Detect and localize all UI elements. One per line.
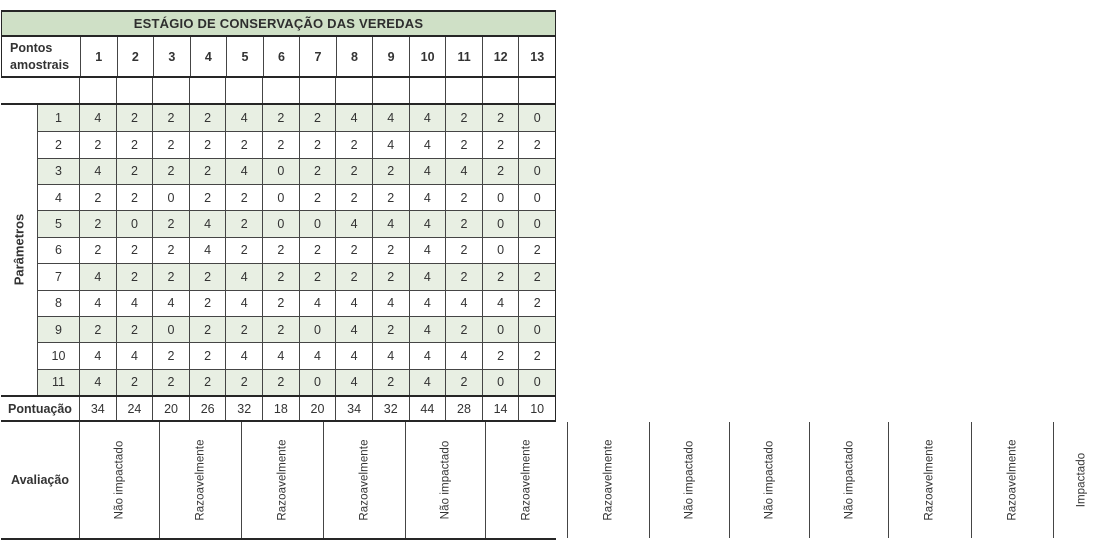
value-cell-p9-s2: 2 xyxy=(116,316,153,342)
value-cell-p1-s5: 4 xyxy=(225,105,262,131)
evaluation-cell-8 xyxy=(649,422,729,538)
score-cell-10: 44 xyxy=(409,397,446,420)
value-cell-p4-s3: 0 xyxy=(152,184,189,210)
value-cell-p1-s11: 2 xyxy=(445,105,482,131)
value-cell-p1-s8: 4 xyxy=(335,105,372,131)
evaluation-cell-9 xyxy=(729,422,809,538)
score-row xyxy=(1,397,556,422)
evaluation-text-5: Não impactado xyxy=(439,440,452,520)
value-cell-p6-s10: 4 xyxy=(409,237,446,263)
value-cell-p11-s1: 4 xyxy=(79,369,116,395)
value-cell-p6-s9: 2 xyxy=(372,237,409,263)
value-cell-p5-s5: 2 xyxy=(225,210,262,236)
score-cell-11: 28 xyxy=(445,397,482,420)
value-cell-p2-s8: 2 xyxy=(335,131,372,157)
value-cell-p3-s6: 0 xyxy=(262,158,299,184)
score-cell-7: 20 xyxy=(299,397,336,420)
spacer-cell-1 xyxy=(79,78,116,103)
value-cell-p3-s11: 4 xyxy=(445,158,482,184)
score-cell-5: 32 xyxy=(225,397,262,420)
value-cell-p7-s9: 2 xyxy=(372,263,409,289)
header-col-4: 4 xyxy=(190,37,227,76)
evaluation-text-11: Razoavelmente xyxy=(923,439,936,521)
value-cell-p5-s8: 4 xyxy=(335,210,372,236)
value-cell-p6-s3: 2 xyxy=(152,237,189,263)
header-row xyxy=(1,37,556,78)
value-cell-p7-s10: 4 xyxy=(409,263,446,289)
value-cell-p5-s3: 2 xyxy=(152,210,189,236)
value-cell-p11-s7: 0 xyxy=(299,369,336,395)
value-cell-p9-s11: 2 xyxy=(445,316,482,342)
value-cell-p2-s12: 2 xyxy=(482,131,519,157)
value-cell-p11-s9: 2 xyxy=(372,369,409,395)
value-cell-p9-s1: 2 xyxy=(79,316,116,342)
value-cell-p4-s2: 2 xyxy=(116,184,153,210)
value-cell-p9-s3: 0 xyxy=(152,316,189,342)
value-cell-p9-s9: 2 xyxy=(372,316,409,342)
value-cell-p10-s9: 4 xyxy=(372,342,409,368)
value-cell-p11-s8: 4 xyxy=(335,369,372,395)
value-cell-p9-s13: 0 xyxy=(518,316,555,342)
value-cell-p10-s3: 2 xyxy=(152,342,189,368)
value-cell-p6-s1: 2 xyxy=(79,237,116,263)
value-cell-p5-s13: 0 xyxy=(518,210,555,236)
value-cell-p1-s6: 2 xyxy=(262,105,299,131)
value-cell-p3-s5: 4 xyxy=(225,158,262,184)
header-label-text: Pontos amostrais xyxy=(10,41,70,72)
evaluation-text-1: Não impactado xyxy=(113,440,126,520)
value-cell-p6-s5: 2 xyxy=(225,237,262,263)
value-cell-p8-s5: 4 xyxy=(225,290,262,316)
param-cell-11: 11 xyxy=(38,369,79,395)
param-cell-5: 5 xyxy=(38,210,79,236)
conservation-table xyxy=(1,10,1088,540)
value-cell-p10-s7: 4 xyxy=(299,342,336,368)
value-cell-p9-s7: 0 xyxy=(299,316,336,342)
evaluation-cell-12 xyxy=(971,422,1053,538)
evaluation-text-8: Não impactado xyxy=(683,440,696,520)
param-cell-4: 4 xyxy=(38,184,79,210)
header-col-5: 5 xyxy=(226,37,263,76)
value-cell-p10-s2: 4 xyxy=(116,342,153,368)
value-cell-p11-s6: 2 xyxy=(262,369,299,395)
header-col-9: 9 xyxy=(372,37,409,76)
value-cell-p6-s4: 4 xyxy=(189,237,226,263)
score-cell-9: 32 xyxy=(372,397,409,420)
value-cell-p8-s11: 4 xyxy=(445,290,482,316)
value-cell-p11-s10: 4 xyxy=(409,369,446,395)
value-cell-p8-s8: 4 xyxy=(335,290,372,316)
value-cell-p9-s10: 4 xyxy=(409,316,446,342)
evaluation-text-3: Razoavelmente xyxy=(276,439,289,521)
value-cell-p1-s3: 2 xyxy=(152,105,189,131)
value-cell-p5-s10: 4 xyxy=(409,210,446,236)
value-cell-p6-s2: 2 xyxy=(116,237,153,263)
value-cell-p8-s2: 4 xyxy=(116,290,153,316)
value-cell-p5-s9: 4 xyxy=(372,210,409,236)
value-cell-p1-s2: 2 xyxy=(116,105,153,131)
evaluation-cell-6 xyxy=(485,422,567,538)
value-cell-p8-s13: 2 xyxy=(518,290,555,316)
score-cell-12: 14 xyxy=(482,397,519,420)
evaluation-text-7: Razoavelmente xyxy=(602,439,615,521)
value-cell-p2-s6: 2 xyxy=(262,131,299,157)
evaluation-cell-11 xyxy=(888,422,970,538)
value-cell-p1-s9: 4 xyxy=(372,105,409,131)
value-cell-p3-s3: 2 xyxy=(152,158,189,184)
spacer-cell-13 xyxy=(518,78,555,103)
header-label-pontos-amostrais xyxy=(2,37,80,76)
value-cell-p4-s4: 2 xyxy=(189,184,226,210)
value-cell-p1-s13: 0 xyxy=(518,105,555,131)
value-cell-p11-s13: 0 xyxy=(518,369,555,395)
value-cell-p3-s7: 2 xyxy=(299,158,336,184)
value-cell-p10-s1: 4 xyxy=(79,342,116,368)
value-cell-p1-s4: 2 xyxy=(189,105,226,131)
value-cell-p5-s11: 2 xyxy=(445,210,482,236)
value-cell-p3-s2: 2 xyxy=(116,158,153,184)
evaluation-cell-10 xyxy=(809,422,889,538)
value-cell-p2-s3: 2 xyxy=(152,131,189,157)
evaluation-text-2: Razoavelmente xyxy=(194,439,207,521)
value-cell-p7-s3: 2 xyxy=(152,263,189,289)
value-cell-p9-s5: 2 xyxy=(225,316,262,342)
param-cell-3: 3 xyxy=(38,158,79,184)
score-cell-4: 26 xyxy=(189,397,226,420)
param-cell-9: 9 xyxy=(38,316,79,342)
value-cell-p7-s5: 4 xyxy=(225,263,262,289)
table-title: ESTÁGIO DE CONSERVAÇÃO DAS VEREDAS xyxy=(1,10,556,37)
spacer-row xyxy=(1,78,556,105)
value-cell-p2-s2: 2 xyxy=(116,131,153,157)
value-cell-p8-s4: 2 xyxy=(189,290,226,316)
param-cell-1: 1 xyxy=(38,105,79,131)
value-cell-p3-s4: 2 xyxy=(189,158,226,184)
value-cell-p6-s13: 2 xyxy=(518,237,555,263)
score-cell-3: 20 xyxy=(152,397,189,420)
evaluation-cell-4 xyxy=(323,422,405,538)
value-cell-p9-s12: 0 xyxy=(482,316,519,342)
value-cell-p10-s10: 4 xyxy=(409,342,446,368)
score-cell-13: 10 xyxy=(518,397,555,420)
value-cell-p10-s5: 4 xyxy=(225,342,262,368)
evaluation-cell-13 xyxy=(1053,422,1108,538)
value-cell-p7-s13: 2 xyxy=(518,263,555,289)
value-cell-p8-s6: 2 xyxy=(262,290,299,316)
value-cell-p9-s6: 2 xyxy=(262,316,299,342)
value-cell-p5-s4: 4 xyxy=(189,210,226,236)
value-cell-p5-s2: 0 xyxy=(116,210,153,236)
evaluation-cell-7 xyxy=(567,422,649,538)
value-cell-p4-s9: 2 xyxy=(372,184,409,210)
value-cell-p6-s7: 2 xyxy=(299,237,336,263)
value-cell-p3-s13: 0 xyxy=(518,158,555,184)
value-cell-p10-s11: 4 xyxy=(445,342,482,368)
spacer-cell-7 xyxy=(299,78,336,103)
header-col-7: 7 xyxy=(299,37,336,76)
header-col-1: 1 xyxy=(80,37,117,76)
evaluation-cell-2 xyxy=(159,422,241,538)
header-col-10: 10 xyxy=(409,37,446,76)
value-cell-p7-s2: 2 xyxy=(116,263,153,289)
value-cell-p10-s4: 2 xyxy=(189,342,226,368)
value-cell-p2-s1: 2 xyxy=(79,131,116,157)
value-cell-p11-s3: 2 xyxy=(152,369,189,395)
value-cell-p11-s11: 2 xyxy=(445,369,482,395)
value-cell-p4-s6: 0 xyxy=(262,184,299,210)
header-col-6: 6 xyxy=(263,37,300,76)
value-cell-p3-s9: 2 xyxy=(372,158,409,184)
value-cell-p1-s1: 4 xyxy=(79,105,116,131)
evaluation-text-4: Razoavelmente xyxy=(358,439,371,521)
param-cell-2: 2 xyxy=(38,131,79,157)
spacer-cell-4 xyxy=(189,78,226,103)
spacer-cell-5 xyxy=(225,78,262,103)
value-cell-p4-s1: 2 xyxy=(79,184,116,210)
param-cell-6: 6 xyxy=(38,237,79,263)
value-cell-p8-s10: 4 xyxy=(409,290,446,316)
value-cell-p10-s8: 4 xyxy=(335,342,372,368)
header-col-11: 11 xyxy=(445,37,482,76)
value-cell-p8-s9: 4 xyxy=(372,290,409,316)
score-label: Pontuação xyxy=(8,401,72,416)
value-cell-p11-s2: 2 xyxy=(116,369,153,395)
evaluation-text-12: Razoavelmente xyxy=(1006,439,1019,521)
value-cell-p5-s7: 0 xyxy=(299,210,336,236)
value-cell-p7-s12: 2 xyxy=(482,263,519,289)
value-cell-p3-s1: 4 xyxy=(79,158,116,184)
score-cell-8: 34 xyxy=(335,397,372,420)
value-cell-p2-s13: 2 xyxy=(518,131,555,157)
spacer-cell-10 xyxy=(409,78,446,103)
spacer-cell-12 xyxy=(482,78,519,103)
evaluation-cell-1 xyxy=(79,422,159,538)
value-cell-p4-s10: 4 xyxy=(409,184,446,210)
spacer-cell-8 xyxy=(335,78,372,103)
value-cell-p6-s12: 0 xyxy=(482,237,519,263)
value-cell-p5-s12: 0 xyxy=(482,210,519,236)
value-cell-p1-s10: 4 xyxy=(409,105,446,131)
value-cell-p2-s9: 4 xyxy=(372,131,409,157)
param-cell-10: 10 xyxy=(38,342,79,368)
evaluation-text-13: Impactado xyxy=(1075,452,1088,508)
value-cell-p7-s7: 2 xyxy=(299,263,336,289)
value-cell-p11-s5: 2 xyxy=(225,369,262,395)
parametros-axis-text: Parâmetros xyxy=(11,214,27,286)
value-cell-p8-s1: 4 xyxy=(79,290,116,316)
value-cell-p4-s5: 2 xyxy=(225,184,262,210)
spacer-cell-empty xyxy=(1,78,79,103)
value-cell-p9-s4: 2 xyxy=(189,316,226,342)
parameters-grid xyxy=(1,105,556,397)
value-cell-p2-s4: 2 xyxy=(189,131,226,157)
value-cell-p8-s3: 4 xyxy=(152,290,189,316)
evaluation-cell-5 xyxy=(405,422,485,538)
parametros-axis-label xyxy=(1,105,38,395)
value-cell-p11-s4: 2 xyxy=(189,369,226,395)
value-cell-p7-s8: 2 xyxy=(335,263,372,289)
value-cell-p9-s8: 4 xyxy=(335,316,372,342)
value-cell-p4-s13: 0 xyxy=(518,184,555,210)
value-cell-p1-s12: 2 xyxy=(482,105,519,131)
value-cell-p7-s11: 2 xyxy=(445,263,482,289)
value-cell-p6-s6: 2 xyxy=(262,237,299,263)
score-cell-2: 24 xyxy=(116,397,153,420)
value-cell-p11-s12: 0 xyxy=(482,369,519,395)
value-cell-p10-s12: 2 xyxy=(482,342,519,368)
value-cell-p7-s6: 2 xyxy=(262,263,299,289)
value-cell-p7-s4: 2 xyxy=(189,263,226,289)
evaluation-label: Avaliação xyxy=(11,473,69,487)
value-cell-p3-s12: 2 xyxy=(482,158,519,184)
evaluation-text-10: Não impactado xyxy=(843,440,856,520)
header-col-12: 12 xyxy=(482,37,519,76)
param-cell-8: 8 xyxy=(38,290,79,316)
value-cell-p8-s7: 4 xyxy=(299,290,336,316)
value-cell-p4-s7: 2 xyxy=(299,184,336,210)
value-cell-p4-s12: 0 xyxy=(482,184,519,210)
header-col-13: 13 xyxy=(518,37,555,76)
value-cell-p3-s8: 2 xyxy=(335,158,372,184)
value-cell-p4-s11: 2 xyxy=(445,184,482,210)
param-cell-7: 7 xyxy=(38,263,79,289)
value-cell-p5-s1: 2 xyxy=(79,210,116,236)
evaluation-cell-3 xyxy=(241,422,323,538)
header-col-3: 3 xyxy=(153,37,190,76)
value-cell-p10-s13: 2 xyxy=(518,342,555,368)
value-cell-p2-s11: 2 xyxy=(445,131,482,157)
value-cell-p5-s6: 0 xyxy=(262,210,299,236)
value-cell-p2-s10: 4 xyxy=(409,131,446,157)
value-cell-p1-s7: 2 xyxy=(299,105,336,131)
value-cell-p2-s5: 2 xyxy=(225,131,262,157)
header-col-8: 8 xyxy=(336,37,373,76)
value-cell-p4-s8: 2 xyxy=(335,184,372,210)
value-cell-p3-s10: 4 xyxy=(409,158,446,184)
value-cell-p2-s7: 2 xyxy=(299,131,336,157)
score-cell-6: 18 xyxy=(262,397,299,420)
spacer-cell-3 xyxy=(152,78,189,103)
value-cell-p7-s1: 4 xyxy=(79,263,116,289)
value-cell-p10-s6: 4 xyxy=(262,342,299,368)
value-cell-p6-s11: 2 xyxy=(445,237,482,263)
value-cell-p6-s8: 2 xyxy=(335,237,372,263)
evaluation-text-9: Não impactado xyxy=(763,440,776,520)
spacer-cell-2 xyxy=(116,78,153,103)
header-col-2: 2 xyxy=(117,37,154,76)
evaluation-row xyxy=(1,422,1088,540)
score-cell-1: 34 xyxy=(79,397,116,420)
value-cell-p8-s12: 4 xyxy=(482,290,519,316)
spacer-cell-11 xyxy=(445,78,482,103)
evaluation-text-6: Razoavelmente xyxy=(520,439,533,521)
spacer-cell-9 xyxy=(372,78,409,103)
spacer-cell-6 xyxy=(262,78,299,103)
